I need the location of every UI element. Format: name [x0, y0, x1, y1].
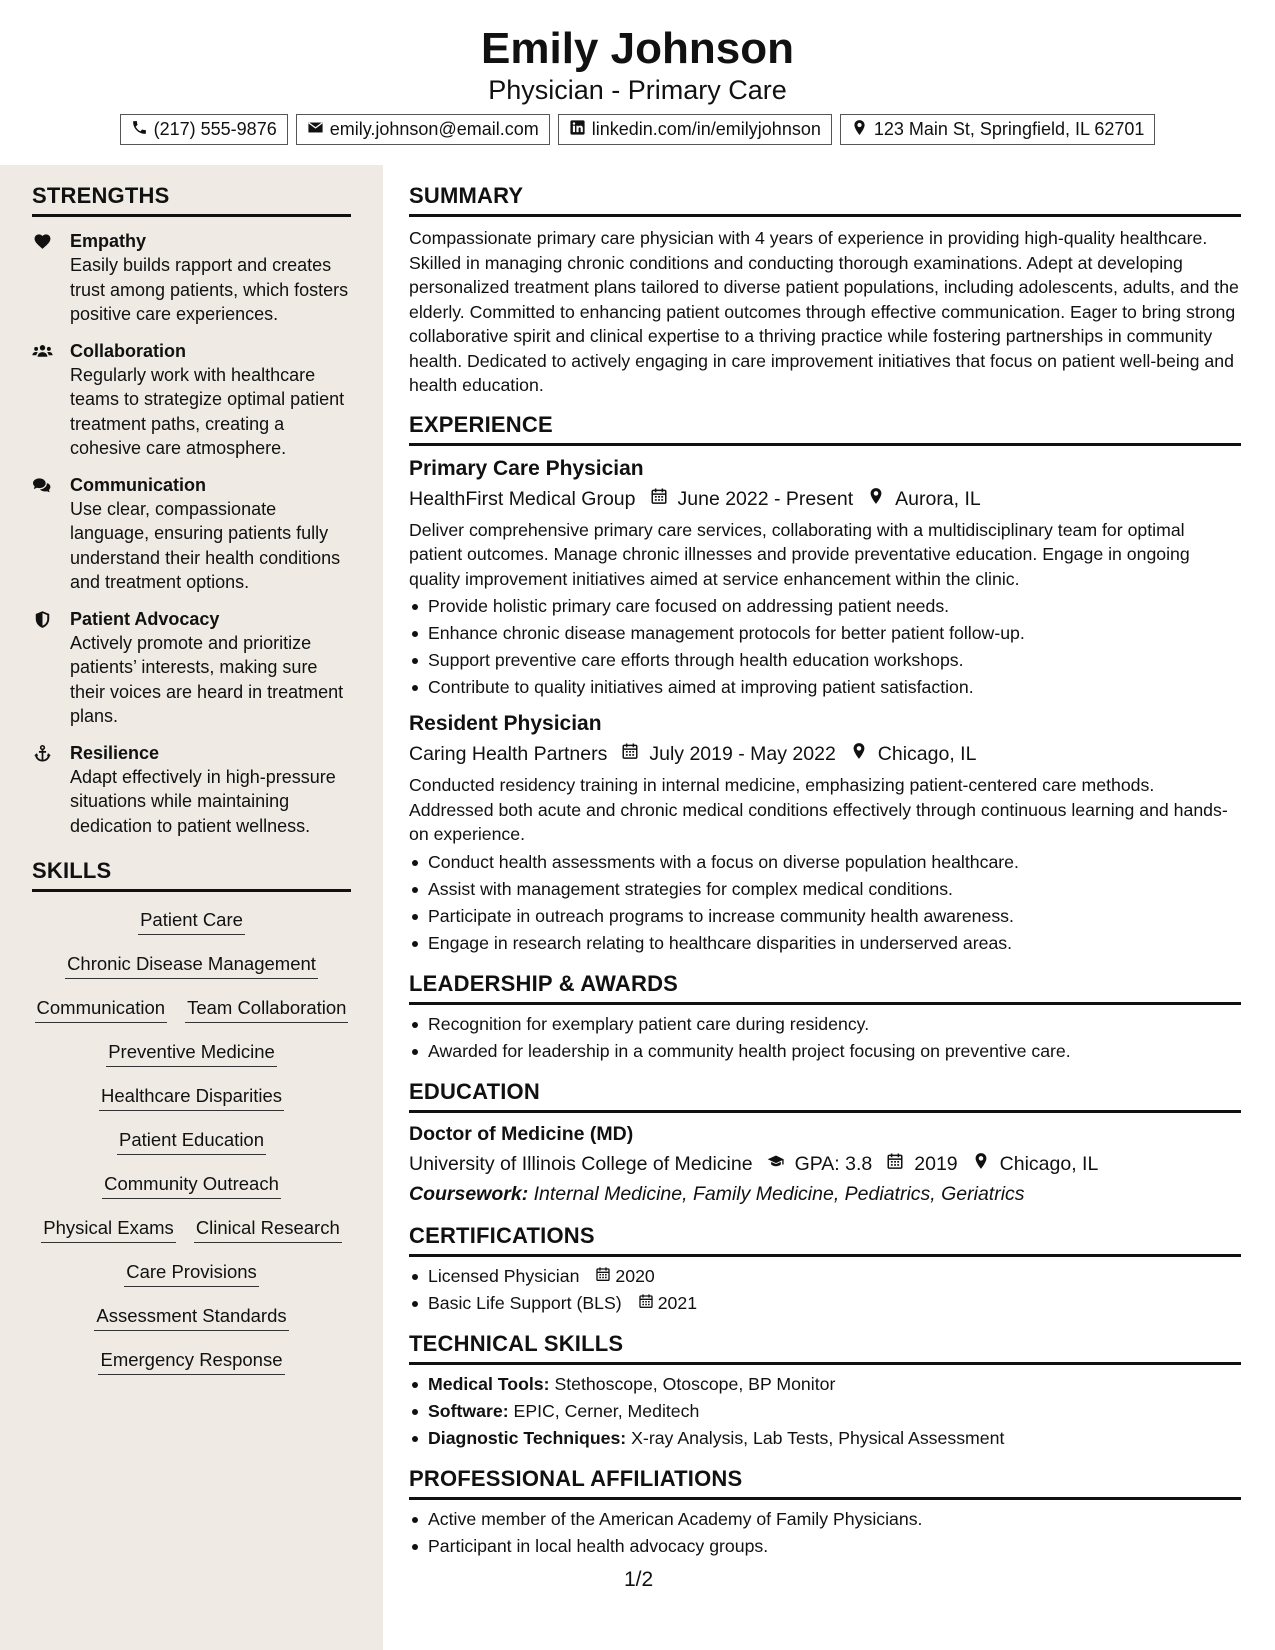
list-item: Awarded for leadership in a community health project focusing on preventive care. — [409, 1038, 1241, 1065]
skills-heading: SKILLS — [32, 858, 351, 892]
strength-item — [32, 473, 351, 595]
job-dates-group — [650, 484, 854, 514]
job-location-group — [850, 739, 977, 769]
affiliations-heading: PROFESSIONAL AFFILIATIONS — [409, 1466, 1241, 1500]
cert-name: Licensed Physician — [428, 1265, 580, 1286]
skill-tag: Preventive Medicine — [106, 1040, 277, 1067]
strength-description: Regularly work with healthcare teams to strategize optimal patient treatment paths, creating a cohesive care atmosphere. — [70, 364, 345, 458]
strength-name: Empathy — [70, 231, 147, 251]
job-meta — [409, 484, 1241, 514]
affiliations-section — [409, 1466, 1241, 1560]
tech-skill-label: Medical Tools: — [428, 1373, 550, 1394]
list-item — [409, 1290, 1241, 1317]
contact-email-text: emily.johnson@email.com — [329, 119, 539, 139]
job-dates-group — [621, 739, 835, 769]
list-item: Recognition for exemplary patient care during residency. — [409, 1011, 1241, 1038]
skill-tag: Team Collaboration — [185, 996, 348, 1023]
skill-tag: Community Outreach — [102, 1172, 281, 1199]
candidate-name: Emily Johnson — [481, 24, 794, 73]
certifications-heading: CERTIFICATIONS — [409, 1223, 1241, 1257]
gpa-group — [767, 1149, 873, 1179]
calendar-icon — [638, 1290, 654, 1317]
contact-address-text: 123 Main St, Springfield, IL 62701 — [873, 119, 1145, 139]
list-item: Contribute to quality initiatives aimed at improving patient satisfaction. — [409, 674, 1241, 701]
strength-name: Collaboration — [70, 340, 186, 361]
list-item: Active member of the American Academy of Family Physicians. — [409, 1506, 1241, 1533]
contact-linkedin-text: linkedin.com/in/emilyjohnson — [591, 119, 821, 139]
comments-icon — [32, 473, 70, 595]
job-meta — [409, 739, 1241, 769]
job-org: HealthFirst Medical Group — [409, 487, 636, 510]
job-bullets — [409, 849, 1241, 957]
certifications-list — [409, 1263, 1241, 1317]
coursework-label: Coursework: — [409, 1182, 529, 1205]
phone-icon — [131, 119, 148, 141]
tech-skill-label: Software: — [428, 1400, 509, 1421]
skills-list — [32, 892, 351, 1375]
contact-email[interactable] — [296, 114, 550, 145]
list-item: Participant in local health advocacy groups. — [409, 1533, 1241, 1560]
list-item: Provide holistic primary care focused on addressing patient needs. — [409, 593, 1241, 620]
calendar-icon — [595, 1263, 611, 1290]
resume-header — [0, 22, 1275, 145]
job-entry — [409, 454, 1241, 702]
contact-linkedin[interactable] — [558, 114, 832, 145]
list-item: Engage in research relating to healthcare disparities in underserved areas. — [409, 930, 1241, 957]
strength-item — [32, 229, 351, 327]
technical-skills-section — [409, 1331, 1241, 1452]
education-section — [409, 1079, 1241, 1209]
strength-description: Use clear, compassionate language, ensuring patients fully understand their health conditions and treatment options. — [70, 498, 341, 592]
list-item: Enhance chronic disease management protocols for better patient follow-up. — [409, 620, 1241, 647]
affiliations-list — [409, 1506, 1241, 1560]
summary-text: Compassionate primary care physician with 4 years of experience in providing high-quality healthcare. Skilled in managing chronic conditions and conducting thorough examinations. Adept at developing personalized treatment plans tailored to diverse patient populations, including adolescents, adults, and the elderly. Committed to enhancing patient outcomes through effective communication. Eager to bring strong collaborative spirit and clinical expertise to a thriving practice while fostering partnerships in community health. Dedicated to actively engaging in care improvement initiatives that focus on patient well-being and health education. — [409, 228, 1239, 395]
envelope-icon — [307, 119, 324, 141]
contact-address[interactable] — [840, 114, 1156, 145]
heart-icon — [32, 229, 70, 327]
strengths-heading: STRENGTHS — [32, 183, 351, 217]
strength-description: Adapt effectively in high-pressure situations while maintaining dedication to patient wellness. — [70, 766, 336, 836]
sidebar — [0, 165, 383, 1650]
coursework-list: Internal Medicine, Family Medicine, Pediatrics, Geriatrics — [533, 1182, 1025, 1205]
list-item — [409, 1263, 1241, 1290]
calendar-icon — [886, 1149, 904, 1179]
anchor-icon — [32, 741, 70, 839]
summary-heading: SUMMARY — [409, 183, 1241, 217]
graduation-cap-icon — [767, 1149, 785, 1179]
school-name: University of Illinois College of Medicine — [409, 1152, 753, 1175]
calendar-icon — [650, 484, 668, 514]
list-item: Support preventive care efforts through health education workshops. — [409, 647, 1241, 674]
tech-skill-value: X-ray Analysis, Lab Tests, Physical Assessment — [631, 1427, 1005, 1448]
job-org: Caring Health Partners — [409, 743, 608, 765]
technical-skills-heading: TECHNICAL SKILLS — [409, 1331, 1241, 1365]
job-dates: June 2022 - Present — [677, 487, 854, 510]
technical-skills-list — [409, 1371, 1241, 1452]
page-number: 1/2 — [624, 1568, 654, 1591]
education-meta — [409, 1149, 1241, 1179]
grad-year-group — [886, 1149, 957, 1179]
strength-item — [32, 339, 351, 461]
leadership-section — [409, 971, 1241, 1065]
job-location: Chicago, IL — [877, 743, 977, 765]
tech-skill-value: Stethoscope, Otoscope, BP Monitor — [554, 1373, 836, 1394]
skill-tag: Assessment Standards — [94, 1304, 288, 1331]
contact-bar — [0, 114, 1275, 145]
gpa: GPA: 3.8 — [794, 1152, 873, 1175]
leadership-heading: LEADERSHIP & AWARDS — [409, 971, 1241, 1005]
strength-description: Actively promote and prioritize patients’ interests, making sure their voices are heard in treatment plans. — [70, 632, 344, 726]
cert-name: Basic Life Support (BLS) — [428, 1292, 622, 1313]
skill-tag: Care Provisions — [124, 1260, 259, 1287]
coursework — [409, 1179, 1241, 1209]
skill-tag: Physical Exams — [41, 1216, 176, 1243]
contact-phone-text: (217) 555-9876 — [153, 119, 277, 139]
candidate-role: Physician - Primary Care — [488, 75, 787, 105]
strengths-list — [32, 229, 351, 838]
strength-item — [32, 607, 351, 729]
shield-icon — [32, 607, 70, 729]
cert-year: 2020 — [615, 1265, 655, 1286]
education-heading: EDUCATION — [409, 1079, 1241, 1113]
list-item — [409, 1398, 1241, 1425]
job-title: Resident Physician — [409, 712, 602, 735]
school-location-group — [972, 1149, 1099, 1179]
grad-year: 2019 — [914, 1152, 958, 1175]
list-item — [409, 1371, 1241, 1398]
list-item: Assist with management strategies for complex medical conditions. — [409, 876, 1241, 903]
leadership-list — [409, 1011, 1241, 1065]
certifications-section — [409, 1223, 1241, 1317]
linkedin-icon — [569, 119, 586, 141]
job-dates: July 2019 - May 2022 — [649, 743, 836, 765]
strength-description: Easily builds rapport and creates trust among patients, which fosters positive care experiences. — [70, 255, 349, 324]
job-title: Primary Care Physician — [409, 456, 644, 480]
map-pin-icon — [972, 1149, 990, 1179]
list-item: Participate in outreach programs to increase community health awareness. — [409, 903, 1241, 930]
job-location: Aurora, IL — [895, 487, 981, 510]
tech-skill-value: EPIC, Cerner, Meditech — [513, 1400, 700, 1421]
list-item — [409, 1425, 1241, 1452]
strength-name: Patient Advocacy — [70, 608, 220, 629]
skill-tag: Healthcare Disparities — [99, 1084, 284, 1111]
map-pin-icon — [850, 739, 868, 769]
map-pin-icon — [851, 119, 868, 141]
job-bullets — [409, 593, 1241, 701]
strength-name: Communication — [70, 474, 207, 495]
cert-year: 2021 — [657, 1292, 698, 1313]
experience-heading: EXPERIENCE — [409, 412, 1241, 446]
experience-section — [409, 412, 1241, 957]
skill-tag: Communication — [35, 996, 168, 1023]
job-location-group — [867, 484, 981, 514]
skill-tag: Patient Education — [117, 1128, 266, 1155]
main-column — [409, 165, 1241, 1560]
contact-phone[interactable] — [120, 114, 288, 145]
strength-item — [32, 741, 351, 839]
skill-tag: Emergency Response — [98, 1348, 284, 1375]
skill-tag: Clinical Research — [194, 1216, 342, 1243]
skill-tag: Chronic Disease Management — [65, 952, 318, 979]
map-pin-icon — [867, 484, 885, 514]
tech-skill-label: Diagnostic Techniques: — [428, 1427, 627, 1448]
school-location: Chicago, IL — [999, 1152, 1099, 1175]
job-entry — [409, 709, 1241, 957]
job-description: Deliver comprehensive primary care services, collaborating with a multidisciplinary team for optimal patient outcomes. Manage chronic illnesses and provide preventative education. Engage in ongoing quality improvement initiatives aimed at service enhancement within the clinic. — [409, 519, 1190, 589]
job-description: Conducted residency training in internal medicine, emphasizing patient-centered care methods. Addressed both acute and chronic medical conditions effectively through continuous learning and hands-on experience. — [409, 775, 1228, 844]
list-item: Conduct health assessments with a focus on diverse population healthcare. — [409, 849, 1241, 876]
degree-title: Doctor of Medicine (MD) — [409, 1122, 634, 1145]
strength-name: Resilience — [70, 742, 160, 763]
summary-section — [409, 183, 1241, 398]
calendar-icon — [621, 739, 639, 769]
users-icon — [32, 339, 70, 461]
skill-tag: Patient Care — [138, 908, 245, 935]
